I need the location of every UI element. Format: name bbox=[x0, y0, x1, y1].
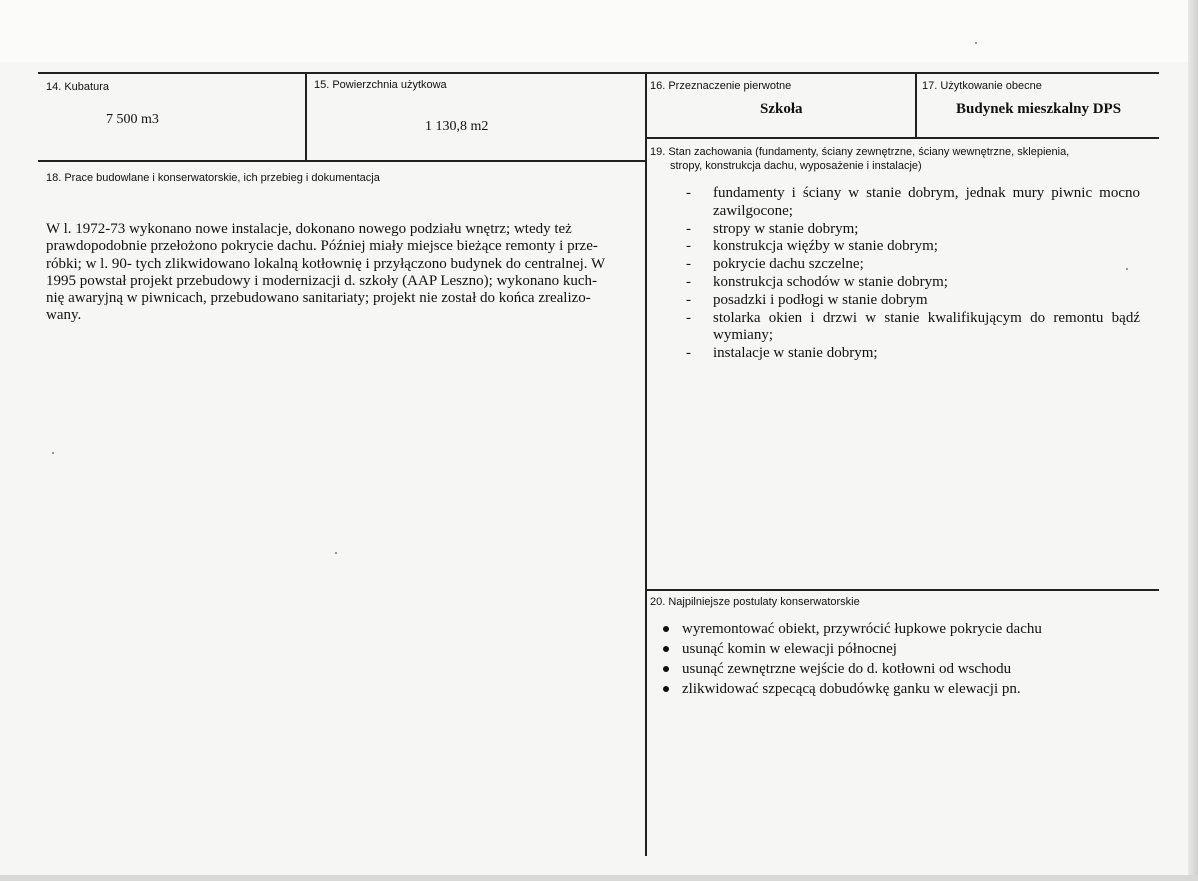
field-18-line: nię awaryjną w piwnicach, przebudowano sanitariaty; projekt nie został do końca zrealizo- bbox=[46, 290, 591, 307]
scan-right-edge bbox=[1188, 0, 1198, 881]
list-item bbox=[661, 639, 1141, 659]
dash-marker: - bbox=[686, 220, 691, 237]
field-18-label: 18. Prace budowlane i konserwatorskie, ich przebieg i dokumentacja bbox=[46, 172, 380, 184]
field-18-line: 1995 powstał projekt przebudowy i modernizacji d. szkoły (AAP Leszno); wykonano kuch- bbox=[46, 272, 597, 289]
list-item bbox=[686, 274, 1140, 292]
dash-marker: - bbox=[686, 256, 691, 273]
field-18-text bbox=[46, 221, 636, 325]
field-18-line: W l. 1972-73 wykonano nowe instalacje, dokonano nowego podziału wnętrz; wtedy też bbox=[46, 221, 572, 237]
scan-top-margin bbox=[0, 0, 1198, 62]
field-14-label: 14. Kubatura bbox=[46, 81, 109, 93]
dash-marker: - bbox=[686, 185, 691, 201]
bullet-icon bbox=[663, 686, 669, 692]
list-item-text: usunąć zewnętrzne wejście do d. kotłowni od wschodu bbox=[682, 661, 1012, 677]
field-20-list bbox=[661, 619, 1141, 699]
list-item-text: instalacje w stanie dobrym; bbox=[713, 345, 878, 362]
list-item bbox=[686, 345, 1140, 363]
divider-16-17 bbox=[915, 72, 917, 138]
list-item-text: konstrukcja schodów w stanie dobrym; bbox=[713, 273, 948, 290]
field-18-line: wany. bbox=[46, 307, 82, 324]
bullet-icon bbox=[663, 646, 669, 652]
list-item-text: fundamenty i ściany w stanie dobrym, jednak mury piwnic mocno zawilgocone; bbox=[713, 185, 1140, 219]
top-rule bbox=[38, 72, 1159, 74]
list-item bbox=[661, 659, 1141, 679]
scan-speck bbox=[975, 42, 977, 44]
dash-marker: - bbox=[686, 291, 691, 308]
list-item bbox=[686, 238, 1140, 256]
rule-above-20 bbox=[646, 589, 1159, 591]
list-item bbox=[686, 221, 1140, 239]
dash-marker: - bbox=[686, 345, 691, 362]
list-item-text: stolarka okien i drzwi w stanie kwalifikującym do remontu bądź wymiany; bbox=[713, 309, 1140, 344]
divider-14-15 bbox=[305, 72, 307, 161]
field-19-label-line: 19. Stan zachowania (fundamenty, ściany zewnętrzne, ściany wewnętrzne, sklepienia, bbox=[650, 146, 1070, 158]
field-18-line: prawdopodobnie przełożono pokrycie dachu. Później miały miejsce bieżące remonty i prze- bbox=[46, 238, 598, 255]
list-item-text: usunąć komin w elewacji północnej bbox=[682, 641, 897, 657]
list-item bbox=[686, 292, 1140, 310]
field-19-list bbox=[686, 185, 1140, 363]
field-15-value: 1 130,8 m2 bbox=[425, 119, 489, 134]
list-item-text: stropy w stanie dobrym; bbox=[713, 220, 859, 237]
field-14-value: 7 500 m3 bbox=[106, 112, 159, 127]
field-16-value: Szkoła bbox=[760, 101, 803, 117]
field-19-label-line: stropy, konstrukcja dachu, wyposażenie i instalacje) bbox=[670, 160, 922, 172]
field-20-label: 20. Najpilniejsze postulaty konserwatorskie bbox=[650, 596, 860, 608]
list-item-text: zlikwidować szpecącą dobudówkę ganku w elewacji pn. bbox=[682, 681, 1021, 697]
field-17-value: Budynek mieszkalny DPS bbox=[956, 101, 1122, 117]
list-item-text: wyremontować obiekt, przywrócić łupkowe pokrycie dachu bbox=[682, 621, 1042, 637]
field-16-label: 16. Przeznaczenie pierwotne bbox=[650, 80, 792, 92]
list-item bbox=[686, 185, 1140, 221]
scan-speck bbox=[52, 452, 54, 454]
list-item-text: posadzki i podłogi w stanie dobrym bbox=[713, 291, 928, 308]
rule-under-14-15 bbox=[38, 160, 646, 162]
dash-marker: - bbox=[686, 238, 691, 255]
dash-marker: - bbox=[686, 273, 691, 290]
field-19-label bbox=[650, 145, 1150, 173]
list-item-text: pokrycie dachu szczelne; bbox=[713, 256, 864, 273]
dash-marker: - bbox=[686, 309, 691, 326]
list-item bbox=[661, 679, 1141, 699]
list-item bbox=[661, 619, 1141, 639]
list-item-text: konstrukcja więźby w stanie dobrym; bbox=[713, 238, 938, 255]
scan-speck bbox=[335, 552, 337, 554]
scan-bottom-edge bbox=[0, 875, 1198, 881]
scan-speck bbox=[1126, 268, 1128, 270]
field-18-line: róbki; w l. 90- tych zlikwidowano lokalną kotłownię i przyłączono budynek do centralnej. W bbox=[46, 255, 606, 272]
rule-under-16-17 bbox=[646, 137, 1159, 139]
list-item bbox=[686, 310, 1140, 346]
field-17-label: 17. Użytkowanie obecne bbox=[922, 80, 1042, 92]
main-divider bbox=[645, 72, 647, 856]
bullet-icon bbox=[663, 666, 669, 672]
bullet-icon bbox=[663, 626, 669, 632]
field-15-label: 15. Powierzchnia użytkowa bbox=[314, 79, 447, 91]
list-item bbox=[686, 256, 1140, 274]
